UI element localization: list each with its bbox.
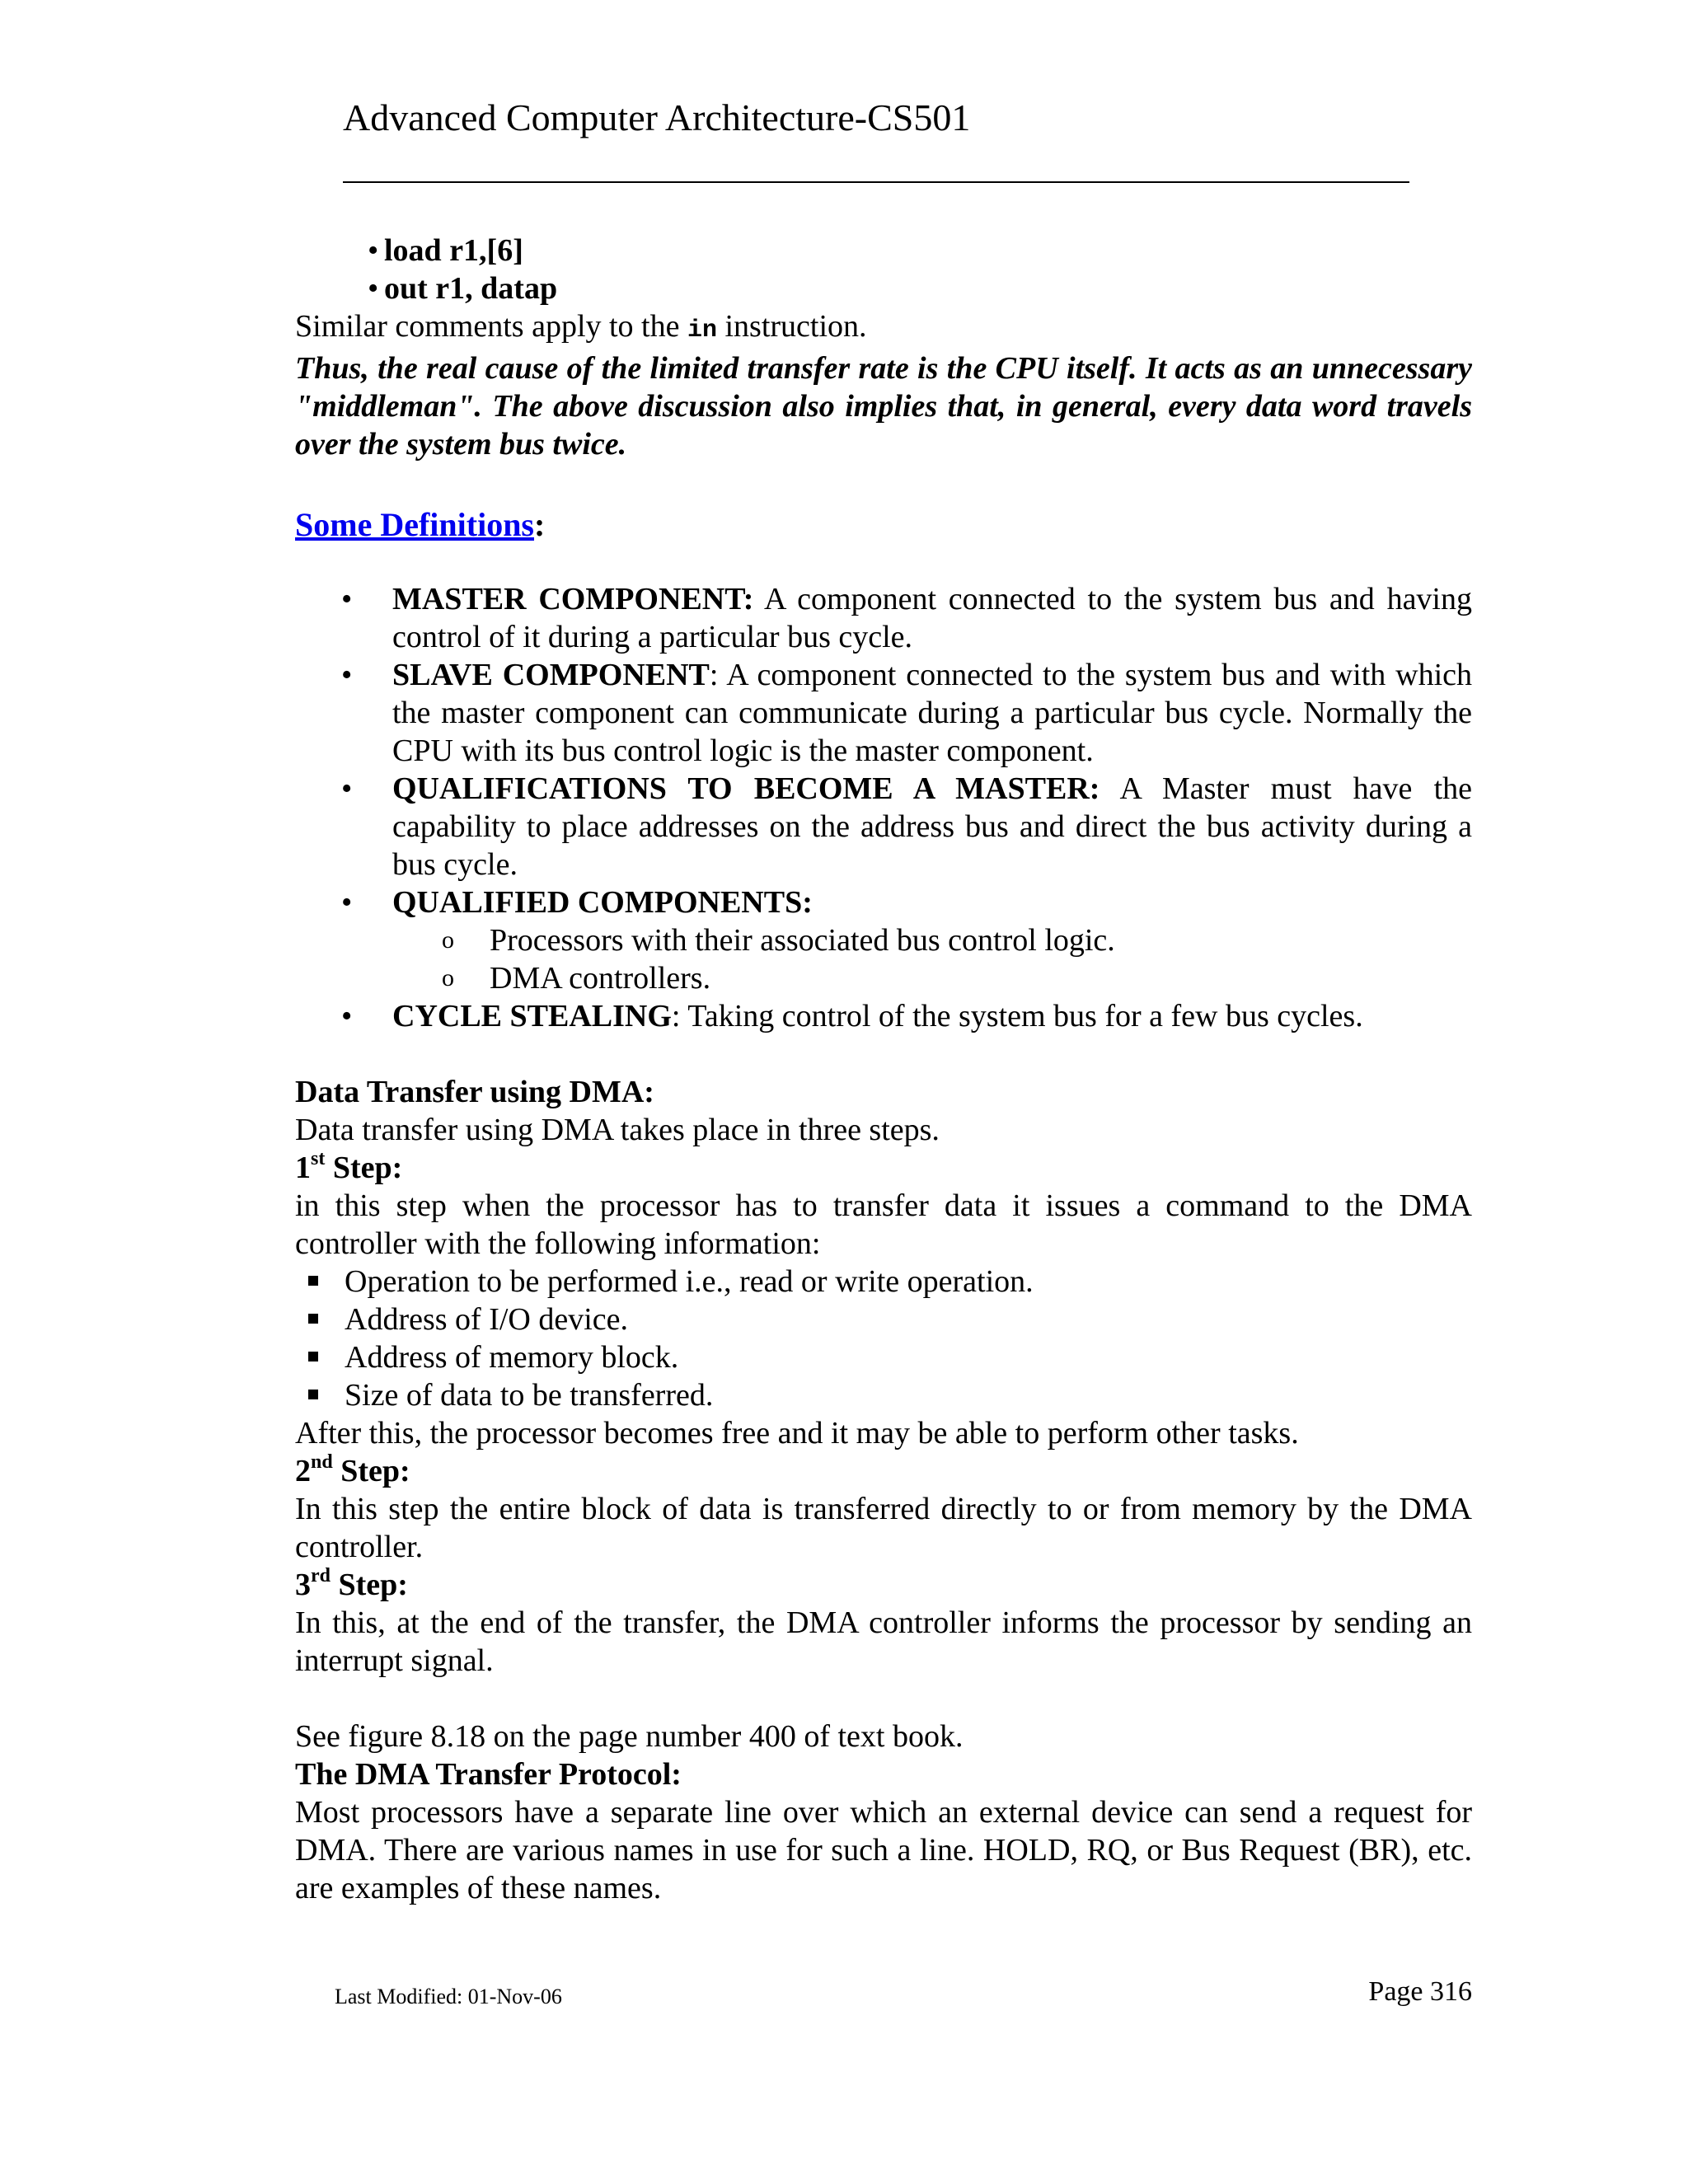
similar-comments-after: instruction. — [717, 309, 867, 344]
step1-number: 1 — [295, 1151, 311, 1185]
step2-heading — [295, 1452, 1472, 1490]
info-item: Address of I/O device. — [345, 1301, 1472, 1338]
protocol-heading: The DMA Transfer Protocol: — [295, 1757, 682, 1792]
spacer — [295, 1680, 1472, 1718]
step1-label: Step: — [325, 1151, 403, 1185]
dma-heading: Data Transfer using DMA: — [295, 1075, 654, 1109]
definition-text: A component connected to the system bus and having control of it during a particular bus cycle. — [392, 582, 1472, 654]
info-item: Operation to be performed i.e., read or write operation. — [345, 1263, 1472, 1301]
step3-ordinal: rd — [311, 1565, 331, 1587]
in-instruction-code: in — [687, 316, 717, 344]
step1-info-list — [295, 1263, 1472, 1414]
definition-text: A Master must have the capability to place addresses on the address bus and direct the bus activity during a bus cycle. — [392, 771, 1472, 882]
see-figure-note: See figure 8.18 on the page number 400 of text book. — [295, 1719, 964, 1754]
qualified-components-sublist — [392, 921, 1472, 997]
step2-label: Step: — [332, 1454, 410, 1488]
step3-heading — [295, 1566, 1472, 1604]
step1-heading — [295, 1149, 1472, 1187]
definition-term: CYCLE STEALING — [392, 999, 672, 1033]
footer-page-number: Page 316 — [1368, 1976, 1472, 2007]
info-item: Address of memory block. — [345, 1338, 1472, 1376]
similar-comments-paragraph — [295, 307, 1472, 349]
sublist-item: o DMA controllers. — [490, 959, 1472, 997]
some-definitions-link[interactable]: Some Definitions — [295, 506, 534, 543]
step2-text: In this step the entire block of data is transferred directly to or from memory by the DMA controller. — [295, 1492, 1472, 1564]
definition-item-slave — [392, 656, 1472, 770]
definition-term: QUALIFIED COMPONENTS: — [392, 885, 813, 920]
spacer — [295, 1035, 1472, 1073]
step3-number: 3 — [295, 1568, 311, 1602]
sublist-item: o Processors with their associated bus control logic. — [490, 921, 1472, 959]
definitions-heading — [295, 503, 1472, 547]
step2-ordinal: nd — [311, 1451, 333, 1474]
step2-number: 2 — [295, 1454, 311, 1488]
code-item: • out r1, datap — [368, 269, 1472, 307]
definition-item-qualifications — [392, 770, 1472, 883]
definition-term: MASTER COMPONENT: — [392, 582, 754, 616]
header-rule — [343, 181, 1409, 183]
similar-comments-before: Similar comments apply to the — [295, 309, 687, 344]
page-content — [295, 232, 1472, 1907]
step1-after: After this, the processor becomes free and it may be able to perform other tasks. — [295, 1416, 1299, 1451]
definition-text: : Taking control of the system bus for a few bus cycles. — [671, 999, 1363, 1033]
info-item: Size of data to be transferred. — [345, 1376, 1472, 1414]
step1-text: in this step when the processor has to transfer data it issues a command to the DMA controller with the following information: — [295, 1188, 1472, 1261]
definition-term: SLAVE COMPONENT — [392, 658, 710, 692]
definition-item-cycle-stealing — [392, 997, 1472, 1035]
step3-text: In this, at the end of the transfer, the DMA controller informs the processor by sending an interrupt signal. — [295, 1605, 1472, 1678]
code-item: • load r1,[6] — [368, 232, 1472, 269]
definition-term: QUALIFICATIONS TO BECOME A MASTER: — [392, 771, 1100, 806]
dma-intro: Data transfer using DMA takes place in three steps. — [295, 1113, 940, 1147]
protocol-text: Most processors have a separate line over which an external device can send a request for DMA. There are various names in use for such a line. HOLD, RQ, or Bus Request (BR), etc. are examples of these names. — [295, 1795, 1472, 1905]
step3-label: Step: — [331, 1568, 408, 1602]
code-list — [295, 232, 1472, 307]
definition-item-master — [392, 580, 1472, 656]
definitions-list — [295, 580, 1472, 1035]
definition-item-qualified-components — [392, 883, 1472, 997]
footer-last-modified: Last Modified: 01-Nov-06 — [335, 1985, 562, 2008]
header-title: Advanced Computer Architecture-CS501 — [343, 96, 971, 138]
step1-ordinal: st — [311, 1148, 326, 1170]
definition-text: : A component connected to the system bus and with which the master component can communicate during a particular bus cycle. Normally the CPU with its bus control logic is the master component. — [392, 658, 1472, 768]
definitions-heading-colon: : — [534, 506, 546, 543]
emphasis-paragraph: Thus, the real cause of the limited transfer rate is the CPU itself. It acts as an unnecessary "middleman". The above discussion also implies that, in general, every data word travels over the system bus twice. — [295, 351, 1472, 462]
